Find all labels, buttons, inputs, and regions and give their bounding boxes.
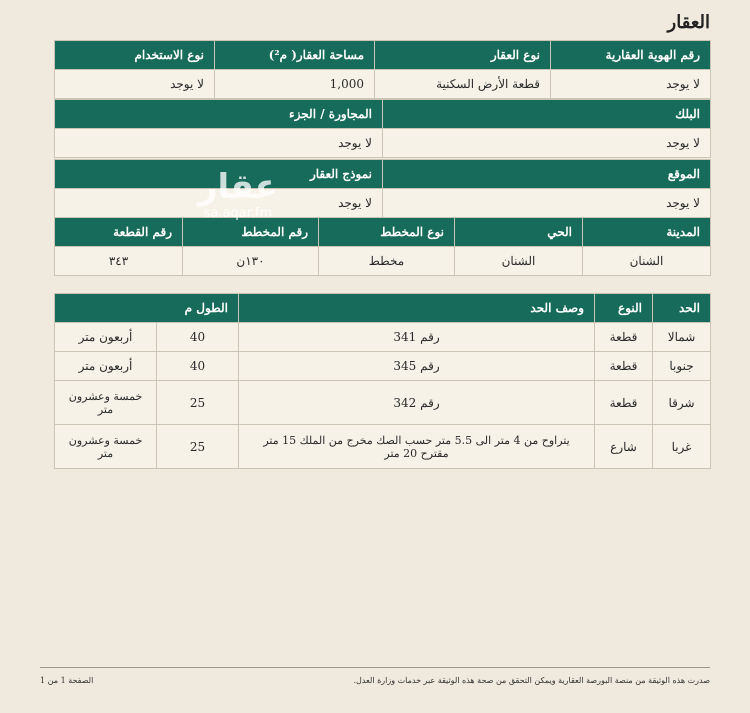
table-header-row	[55, 41, 711, 70]
watermark-url: sa.aqar.fm	[203, 206, 273, 221]
table-header-row	[55, 160, 711, 189]
boundary-length-value: 25	[157, 381, 239, 425]
table-row	[55, 247, 711, 276]
header-neighborhood-part: المجاورة / الجزء	[55, 100, 383, 129]
header-length: الطول م	[55, 294, 239, 323]
value-property-model: لا يوجد	[55, 189, 383, 218]
boundary-type: شارع	[595, 425, 653, 469]
value-neighborhood-part: لا يوجد	[55, 129, 383, 158]
value-district: الشنان	[455, 247, 583, 276]
boundary-length-text: أربعون متر	[55, 352, 157, 381]
value-city: الشنان	[583, 247, 711, 276]
page-footer	[40, 667, 710, 685]
boundary-type: قطعة	[595, 381, 653, 425]
boundaries-table	[54, 293, 711, 469]
value-property-id: لا يوجد	[551, 70, 711, 99]
value-location: لا يوجد	[383, 189, 711, 218]
boundary-length-value: 40	[157, 323, 239, 352]
value-plan-number: ١٣٠ن	[183, 247, 319, 276]
boundary-description: رقم 345	[239, 352, 595, 381]
boundary-description: رقم 342	[239, 381, 595, 425]
header-property-model: نموذج العقار	[55, 160, 383, 189]
header-plan-number: رقم المخطط	[183, 218, 319, 247]
table-header-row	[55, 294, 711, 323]
boundary-length-value: 25	[157, 425, 239, 469]
header-side: الحد	[653, 294, 711, 323]
table-row	[55, 425, 711, 469]
location-table	[54, 159, 711, 218]
value-property-type: قطعة الأرض السكنية	[375, 70, 551, 99]
header-district: الحي	[455, 218, 583, 247]
header-block: البلك	[383, 100, 711, 129]
table-row	[55, 352, 711, 381]
header-location: الموقع	[383, 160, 711, 189]
header-plan-type: نوع المخطط	[319, 218, 455, 247]
boundary-description: يتراوح من 4 متر الى 5.5 متر حسب الصك مخرج من الملك 15 متر مقترح 20 متر	[239, 425, 595, 469]
header-usage-type: نوع الاستخدام	[55, 41, 215, 70]
table-row	[55, 70, 711, 99]
watermark-logo: عقار	[197, 167, 279, 207]
table-row	[55, 381, 711, 425]
header-property-type: نوع العقار	[375, 41, 551, 70]
table-row	[55, 189, 711, 218]
table-header-row	[55, 100, 711, 129]
table-header-row	[55, 218, 711, 247]
header-city: المدينة	[583, 218, 711, 247]
value-block: لا يوجد	[383, 129, 711, 158]
header-property-area: مساحة العقار( م²)	[215, 41, 375, 70]
value-plot-number: ٣٤٣	[55, 247, 183, 276]
footer-note: صدرت هذه الوثيقة من منصة البورصة العقارية ويمكن التحقق من صحة هذه الوثيقة عبر خدمات وزارة العدل.	[353, 676, 710, 685]
boundary-side: شرقا	[653, 381, 711, 425]
value-plan-type: مخطط	[319, 247, 455, 276]
section-title: العقار	[667, 12, 710, 33]
boundary-type: قطعة	[595, 352, 653, 381]
boundary-length-text: أربعون متر	[55, 323, 157, 352]
header-property-id: رقم الهوية العقارية	[551, 41, 711, 70]
property-info-table	[54, 40, 711, 99]
header-description: وصف الحد	[239, 294, 595, 323]
value-property-area: 1,000	[215, 70, 375, 99]
header-type: النوع	[595, 294, 653, 323]
boundary-length-text: خمسة وعشرون متر	[55, 381, 157, 425]
boundary-length-text: خمسة وعشرون متر	[55, 425, 157, 469]
table-row	[55, 129, 711, 158]
block-table	[54, 99, 711, 158]
plan-table	[54, 217, 711, 276]
boundary-type: قطعة	[595, 323, 653, 352]
boundary-length-value: 40	[157, 352, 239, 381]
page-number: الصفحة 1 من 1	[40, 676, 94, 685]
boundary-side: شمالا	[653, 323, 711, 352]
header-plot-number: رقم القطعة	[55, 218, 183, 247]
boundary-side: غربا	[653, 425, 711, 469]
value-usage-type: لا يوجد	[55, 70, 215, 99]
boundary-side: جنوبا	[653, 352, 711, 381]
table-row	[55, 323, 711, 352]
boundary-description: رقم 341	[239, 323, 595, 352]
